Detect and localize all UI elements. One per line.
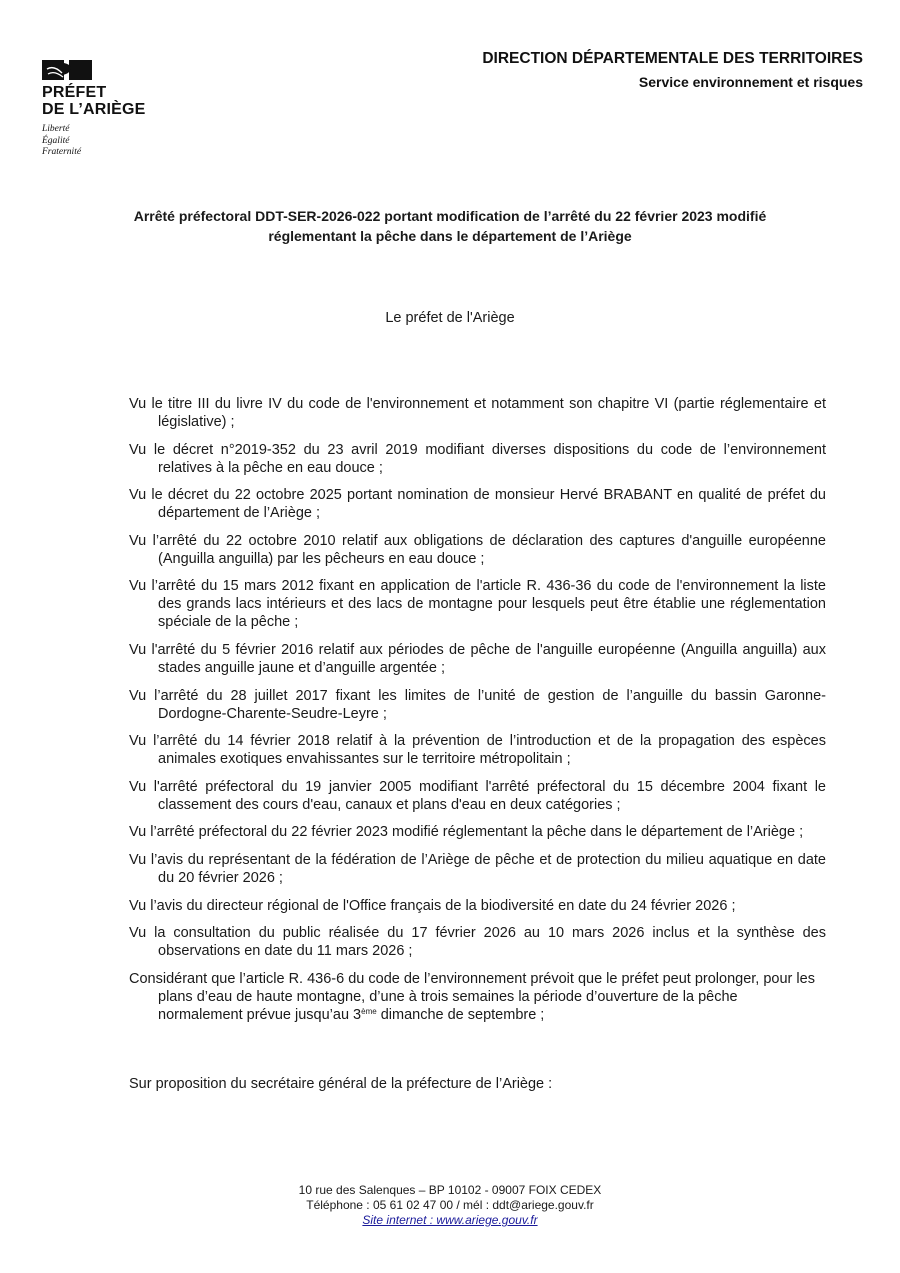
motto-liberte: Liberté bbox=[42, 124, 70, 134]
marianne-emblem-icon bbox=[42, 60, 92, 80]
document-title bbox=[60, 206, 840, 246]
considerant-item: Vu l’arrêté du 28 juillet 2017 fixant les limites de l’unité de gestion de l’anguille du bassin Garonne-Dordogne-Charente-Seudre-Leyre ; bbox=[129, 687, 826, 722]
considerant-item: Vu l'arrêté du 5 février 2016 relatif aux périodes de pêche de l'anguille européenne (Anguilla anguilla) aux stades anguille jaune et d’anguille argentée ; bbox=[129, 641, 826, 676]
website-link[interactable]: Site internet : www.ariege.gouv.fr bbox=[362, 1213, 538, 1227]
service-name: Service environnement et risques bbox=[638, 74, 863, 90]
considerant-item: Vu l’arrêté du 22 octobre 2010 relatif aux obligations de déclaration des captures d'anguille européenne (Anguilla anguilla) par les pêcheurs en eau douce ; bbox=[129, 532, 826, 567]
issuing-department bbox=[482, 49, 863, 92]
proposal-line: Sur proposition du secrétaire général de la préfecture de l’Ariège : bbox=[129, 1076, 553, 1092]
considerant-item: Vu la consultation du public réalisée du 17 février 2026 au 10 mars 2026 inclus et la synthèse des observations en date du 11 mars 2026 ; bbox=[129, 925, 826, 960]
republic-motto bbox=[42, 124, 202, 159]
motto-fraternite: Fraternité bbox=[42, 147, 82, 157]
prefet-name-line1: PRÉFET bbox=[42, 84, 107, 101]
considerant-item: Vu l’avis du représentant de la fédération de l’Ariège de pêche et de protection du milieu aquatique en date du 20 février 2026 ; bbox=[129, 851, 826, 886]
considerant-final bbox=[129, 970, 826, 1024]
motto-egalite: Égalité bbox=[42, 135, 70, 146]
considerant-item: Vu le décret n°2019-352 du 23 avril 2019 modifiant diverses dispositions du code de l’environnement relatives à la pêche en eau douce ; bbox=[129, 441, 826, 476]
document-title-line1: Arrêté préfectoral DDT-SER-2026-022 portant modification de l’arrêté du 22 février 2023 modifié bbox=[133, 208, 767, 224]
considerant-item: Vu le titre III du livre IV du code de l'environnement et notamment son chapitre VI (partie réglementaire et législative) ; bbox=[129, 396, 826, 430]
considerant-final-end: dimanche de septembre ; bbox=[376, 1006, 545, 1023]
considerant-item: Vu le décret du 22 octobre 2025 portant nomination de monsieur Hervé BRABANT en qualité de préfet du département de l’Ariège ; bbox=[129, 487, 826, 522]
considerant-item: Vu l’arrêté du 15 mars 2012 fixant en application de l'article R. 436-36 du code de l'environnement la liste des grands lacs intérieurs et des lacs de montagne pour lesquels peut être établie une réglementation spéciale de la pêche ; bbox=[129, 578, 826, 631]
prefet-name bbox=[42, 84, 202, 118]
prefet-name-line2: DE L’ARIÈGE bbox=[42, 101, 146, 118]
prefet-statement: Le préfet de l'Ariège bbox=[385, 310, 515, 326]
considerant-item: Vu l’avis du directeur régional de l'Office français de la biodiversité en date du 24 février 2026 ; bbox=[129, 897, 736, 914]
considerants-list bbox=[129, 395, 826, 1033]
considerant-final-text: Considérant que l’article R. 436-6 du code de l’environnement prévoit que le préfet peut prolonger, pour les plans d’eau de haute montagne, d’une à trois semaines la période d’ouverture de la pêche normalement prévue jusqu’au 3 bbox=[129, 970, 815, 1023]
footer-contact: Téléphone : 05 61 02 47 00 / mél : ddt@ariege.gouv.fr bbox=[306, 1198, 594, 1212]
footer bbox=[0, 1183, 900, 1228]
considerant-item: Vu l’arrêté préfectoral du 22 février 2023 modifié réglementant la pêche dans le département de l’Ariège ; bbox=[129, 824, 804, 841]
considerant-item: Vu l’arrêté du 14 février 2018 relatif à la prévention de l’introduction et de la propagation des espèces animales exotiques envahissantes sur le territoire métropolitain ; bbox=[129, 733, 826, 768]
footer-address: 10 rue des Salenques – BP 10102 - 09007 FOIX CEDEX bbox=[298, 1183, 602, 1197]
prefecture-logo bbox=[42, 60, 202, 159]
direction-name: DIRECTION DÉPARTEMENTALE DES TERRITOIRES bbox=[482, 50, 863, 67]
considerant-item: Vu l'arrêté préfectoral du 19 janvier 2005 modifiant l'arrêté préfectoral du 15 décembre 2004 fixant le classement des cours d'eau, canaux et plans d'eau en deux catégories ; bbox=[129, 778, 826, 813]
ordinal-suffix: ème bbox=[361, 1006, 377, 1016]
document-title-line2: réglementant la pêche dans le département de l’Ariège bbox=[268, 228, 632, 244]
